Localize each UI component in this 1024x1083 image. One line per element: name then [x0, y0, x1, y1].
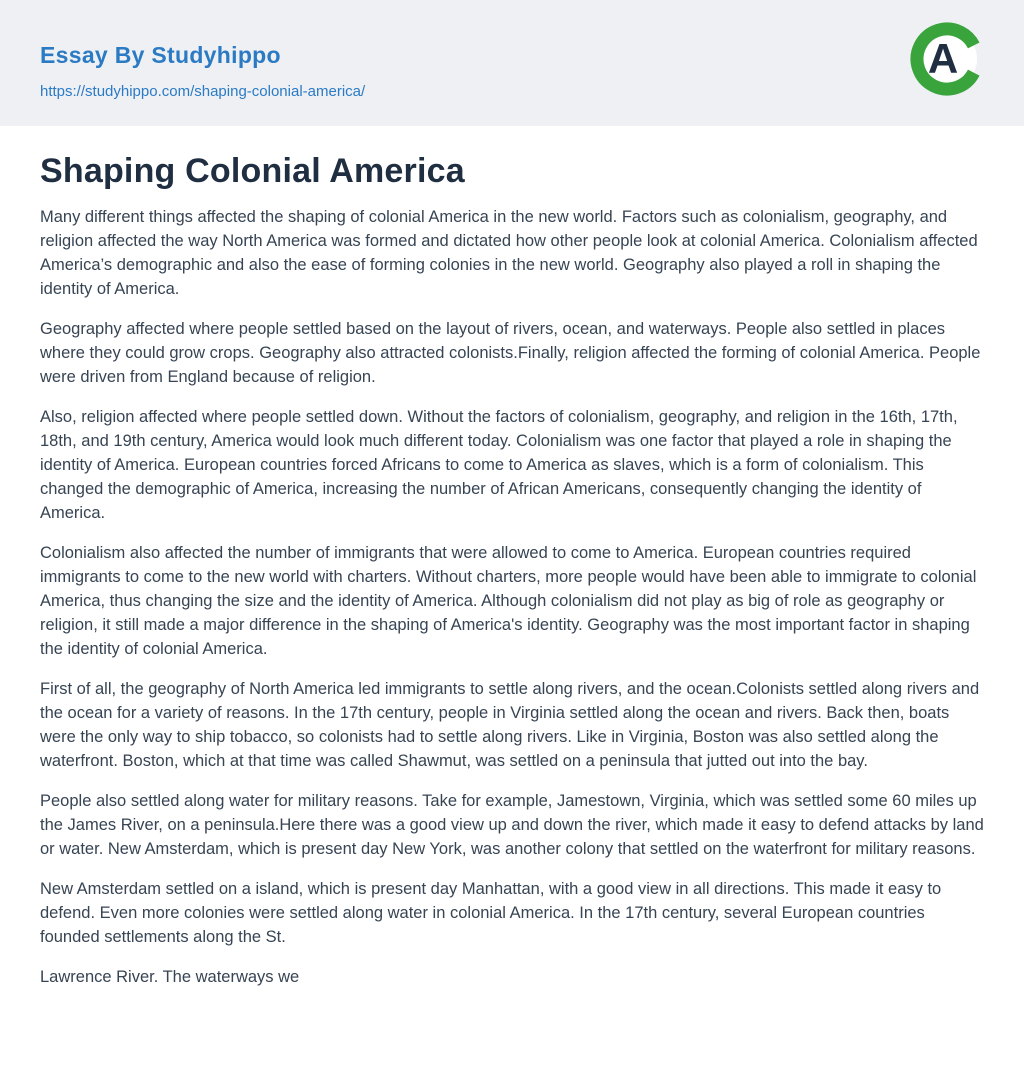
article-title: Shaping Colonial America [40, 152, 465, 190]
article [0, 126, 1024, 1029]
logo-ring-icon [910, 22, 984, 96]
paragraph: New Amsterdam settled on a island, which is present day Manhattan, with a good view in all directions. This made it easy to defend. Even more colonies were settled along water in colonial America. In the 17th century, several European countries founded settlements along the St. [40, 880, 942, 946]
page-url-link[interactable]: https://studyhippo.com/shaping-colonial-america/ [40, 83, 366, 100]
paragraph: Also, religion affected where people settled down. Without the factors of colonialism, geography, and religion in the 16th, 17th, 18th, and 19th century, America would look much different today. Colonialism was one factor that played a role in shaping the identity of America. European countries forced Africans to come to America as slaves, which is a form of colonialism. This changed the demographic of America, increasing the number of African Americans, consequently changing the identity of America. [40, 408, 958, 522]
studyhippo-logo[interactable] [910, 22, 984, 96]
paragraph: Lawrence River. The waterways we [40, 968, 300, 986]
paragraph: Many different things affected the shaping of colonial America in the new world. Factors such as colonialism, geography, and religion affected the way North America was formed and dictated how other people look at colonial America. Colonialism affected America’s demographic and also the ease of forming colonies in the new world. Geography also played a roll in shaping the identity of America. [40, 208, 978, 298]
paragraph: Geography affected where people settled based on the layout of rivers, ocean, and waterways. People also settled in places where they could grow crops. Geography also attracted colonists.Finally, religion affected the forming of colonial America. People were driven from England because of religion. [40, 320, 981, 386]
paragraph: First of all, the geography of North America led immigrants to settle along rivers, and the ocean.Colonists settled along rivers and the ocean for a variety of reasons. In the 17th century, people in Virginia settled along the ocean and rivers. Back then, boats were the only way to ship tobacco, so colonists had to settle along rivers. Like in Virginia, Boston was also settled along the waterfront. Boston, which at that time was called Shawmut, was settled on a peninsula that jutted out into the bay. [40, 680, 980, 770]
site-header [0, 0, 1024, 126]
logo-letter: A [927, 35, 959, 82]
article-body [40, 205, 984, 989]
paragraph: People also settled along water for military reasons. Take for example, Jamestown, Virginia, which was settled some 60 miles up the James River, on a peninsula.Here there was a good view up and down the river, which made it easy to defend attacks by land or water. New Amsterdam, which is present day New York, was another colony that settled on the waterfront for military reasons. [40, 792, 984, 858]
site-title: Essay By Studyhippo [40, 42, 281, 68]
paragraph: Colonialism also affected the number of immigrants that were allowed to come to America. European countries required immigrants to come to the new world with charters. Without charters, more people would have been able to immigrate to colonial America, thus changing the size and the identity of America. Although colonialism did not play as big of role as geography or religion, it still made a major difference in the shaping of America's identity. Geography was the most important factor in shaping the identity of colonial America. [40, 544, 977, 658]
